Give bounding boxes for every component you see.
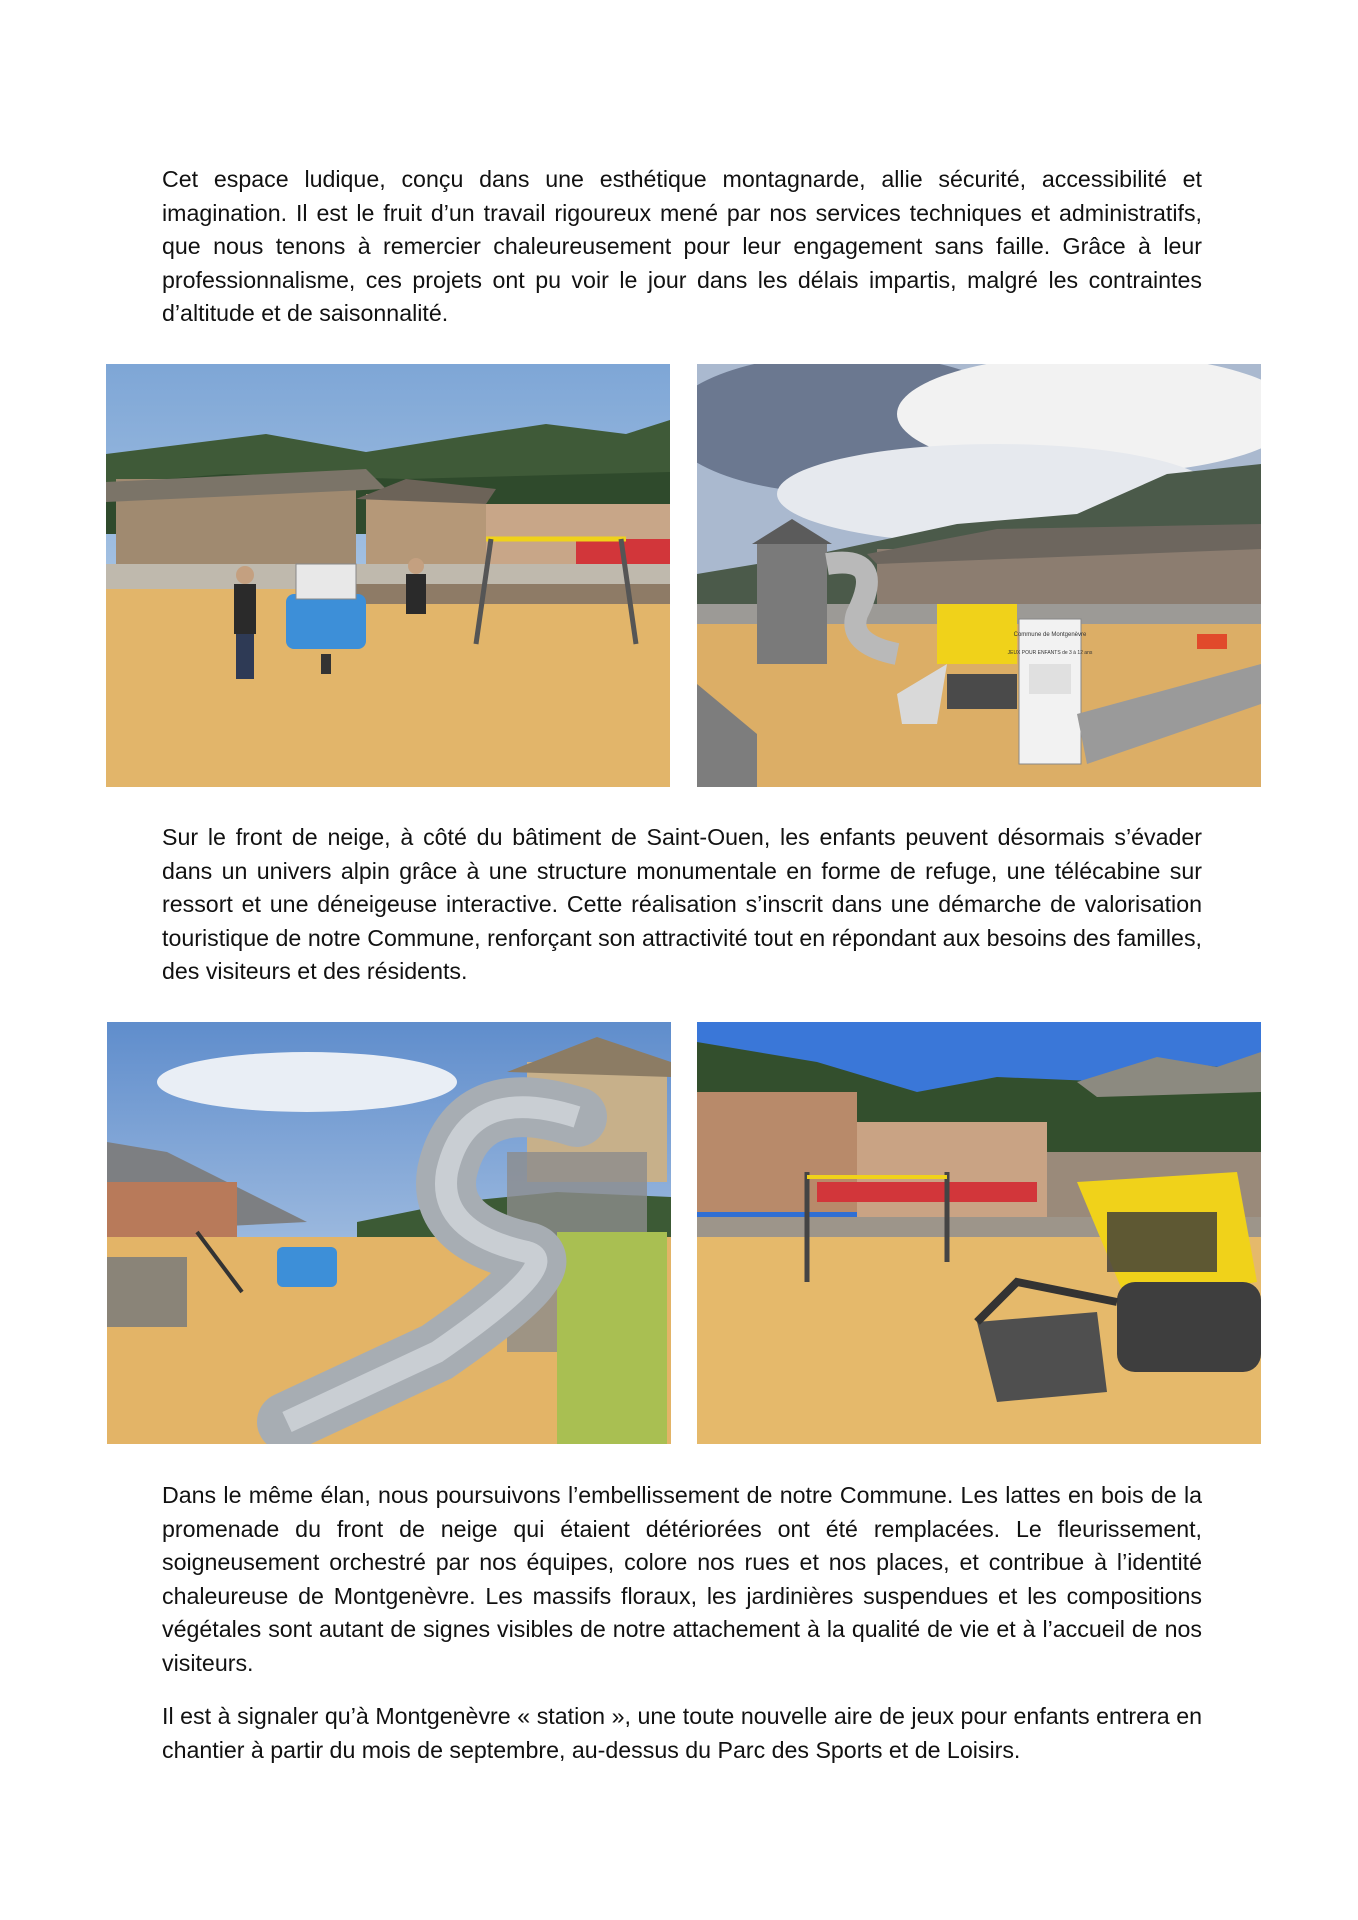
photo-refuge-structure-sign <box>697 364 1261 787</box>
paragraph-intro: Cet espace ludique, conçu dans une esthétique montagnarde, allie sécurité, accessibilité et imagination. Il est le fruit d’un travail rigoureux mené par nos services techniques et administratifs, que nous tenons à remercier chaleureusement pour leur engagement sans faille. Grâce à leur professionnalisme, ces projets ont pu voir le jour dans les délais impartis, malgré les contraintes d’altitude et de saisonnalité. <box>162 166 1202 326</box>
photo-tube-slide <box>107 1022 671 1444</box>
photo-playground-cable-car <box>106 364 670 787</box>
sign-subtitle-text: JEUX POUR ENFANTS de 3 à 12 ans <box>1007 650 1093 656</box>
sign-title-text: Commune de Montgenèvre <box>1013 632 1087 638</box>
paragraph-nouvelle-aire: Il est à signaler qu’à Montgenèvre « station », une toute nouvelle aire de jeux pour enfants entrera en chantier à partir du mois de septembre, au-dessus du Parc des Sports et de Loisirs. <box>162 1703 1202 1763</box>
paragraph-embellissement: Dans le même élan, nous poursuivons l’embellissement de notre Commune. Les lattes en bois de la promenade du front de neige qui étaient détériorées ont été remplacées. Le fleurissement, soigneusement orchestré par nos équipes, colore nos rues et nos places, et contribue à l’identité chaleureuse de Montgenèvre. Les massifs floraux, les jardinières suspendues et les compositions végétales sont autant de signes visibles de notre attachement à la qualité de vie et à l’accueil de nos visiteurs. <box>162 1482 1202 1676</box>
photo-snow-groomer <box>697 1022 1261 1444</box>
paragraph-front-de-neige: Sur le front de neige, à côté du bâtiment de Saint-Ouen, les enfants peuvent désormais s’évader dans un univers alpin grâce à une structure monumentale en forme de refuge, une télécabine sur ressort et une déneigeuse interactive. Cette réalisation s’inscrit dans une démarche de valorisation touristique de notre Commune, renforçant son attractivité tout en répondant aux besoins des familles, des visiteurs et des résidents. <box>162 824 1202 984</box>
